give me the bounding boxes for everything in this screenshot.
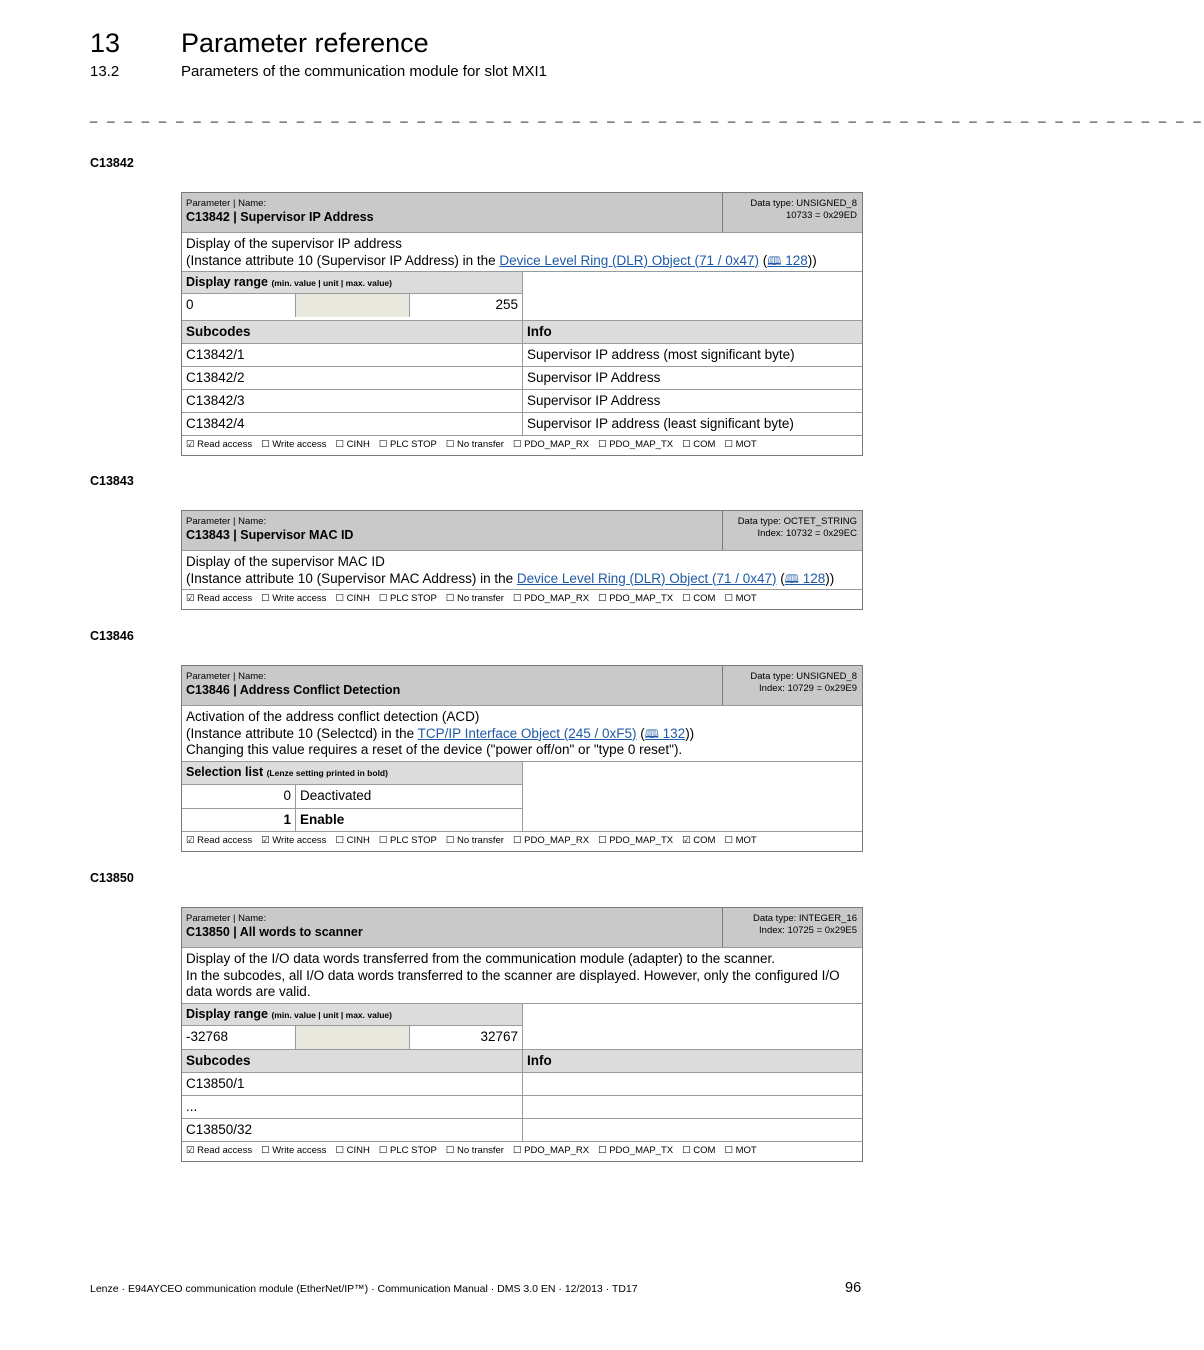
description-line: Activation of the address conflict detection (ACD) — [186, 709, 480, 724]
paren: )) — [825, 570, 835, 586]
access-flag: ☑ Read access — [186, 593, 253, 604]
paren: )) — [685, 725, 695, 741]
page-ref-link[interactable] — [785, 571, 825, 586]
index: 10733 = 0x29ED — [785, 210, 857, 221]
footer-text: Lenze · E94AYCEO communication module (EtherNet/IP™) · Communication Manual · DMS 3.0 EN · 12/2013 · TD17 — [90, 1283, 638, 1295]
access-flag: ☑ Read access — [186, 834, 253, 846]
param-name-caption: Parameter | Name: — [186, 516, 267, 527]
option-text: Deactivated — [300, 787, 372, 803]
access-flag: ☐ PLC STOP — [378, 1144, 437, 1156]
subcode-info — [523, 1073, 862, 1095]
access-flag: ☐ PDO_MAP_RX — [512, 439, 590, 450]
info-label: Info — [527, 324, 552, 339]
index: Index: 10732 = 0x29EC — [757, 528, 857, 539]
subcode: ... — [182, 1096, 523, 1118]
param-name: C13850 | All words to scanner — [186, 925, 363, 939]
description-text: (Instance attribute 10 (Selectcd) in the — [186, 725, 418, 741]
access-flag: ☐ PLC STOP — [378, 439, 437, 450]
param-heading-c13843: C13843 — [90, 474, 134, 488]
access-flag: ☐ COM — [682, 1144, 716, 1156]
access-flag: ☐ PLC STOP — [378, 834, 437, 846]
subcode-row — [182, 390, 862, 413]
dlr-object-link[interactable]: Device Level Ring (DLR) Object (71 / 0x47) — [499, 252, 760, 268]
access-flag: ☐ PDO_MAP_RX — [512, 834, 590, 846]
access-flag: ☐ COM — [682, 439, 716, 450]
access-flag: ☐ CINH — [335, 1144, 370, 1156]
access-flags — [182, 590, 862, 609]
unit-value — [296, 294, 410, 317]
access-flag: ☐ CINH — [335, 834, 370, 846]
description-line: Changing this value requires a reset of the device ("power off/on" or "type 0 reset"). — [186, 742, 683, 757]
param-name: C13846 | Address Conflict Detection — [186, 683, 401, 697]
access-flag: ☐ Write access — [261, 593, 327, 604]
access-flag: ☐ COM — [682, 593, 716, 604]
subcodes-label: Subcodes — [182, 1050, 523, 1072]
min-value: -32768 — [182, 1026, 296, 1049]
access-flag: ☐ PDO_MAP_TX — [598, 1144, 674, 1156]
option-value: 1 — [182, 809, 296, 832]
access-flag: ☐ No transfer — [445, 1144, 504, 1156]
subcode: C13842/3 — [182, 390, 523, 412]
access-flag: ☐ Write access — [261, 1144, 327, 1156]
access-flags — [182, 436, 862, 455]
subcode: C13850/32 — [182, 1119, 523, 1141]
data-type: Data type: UNSIGNED_8 — [750, 671, 857, 682]
access-flag: ☐ MOT — [724, 439, 757, 450]
param-header — [182, 511, 862, 551]
tcpip-object-link[interactable]: TCP/IP Interface Object (245 / 0xF5) — [417, 725, 637, 741]
subcode-info: Supervisor IP Address — [527, 370, 661, 385]
access-flag: ☐ MOT — [724, 834, 757, 846]
description-line: Display of the supervisor IP address — [186, 236, 402, 251]
param-description — [182, 233, 862, 272]
description-text: (Instance attribute 10 (Supervisor MAC Address) in the — [186, 570, 517, 586]
option-value: 0 — [182, 785, 296, 808]
selection-option — [182, 784, 522, 808]
param-table-c13846 — [181, 665, 863, 852]
subcode-info: Supervisor IP Address — [527, 393, 661, 408]
book-icon: 🕮 — [644, 726, 659, 741]
access-flag: ☑ Read access — [186, 439, 253, 450]
paren: ( — [776, 570, 785, 586]
description-line: In the subcodes, all I/O data words transferred to the scanner are displayed. However, only the configured I/O data words are valid. — [186, 967, 840, 999]
unit-value — [296, 1026, 410, 1049]
access-flag: ☐ CINH — [335, 593, 370, 604]
paren: )) — [807, 252, 817, 268]
description-text: (Instance attribute 10 (Supervisor IP Address) in the — [186, 252, 500, 268]
index: Index: 10729 = 0x29E9 — [759, 683, 857, 694]
description-line: Display of the I/O data words transferred from the communication module (adapter) to the scanner. — [186, 951, 776, 966]
subcode-row — [182, 344, 862, 367]
range-values — [182, 294, 522, 317]
access-flag: ☐ PDO_MAP_RX — [512, 593, 590, 604]
max-value: 32767 — [480, 1028, 518, 1044]
param-table-c13842 — [181, 192, 863, 456]
range-values — [182, 1026, 522, 1049]
access-flag: ☐ MOT — [724, 593, 757, 604]
subcodes-header — [182, 321, 862, 344]
subcode-row — [182, 367, 862, 390]
param-table-c13850 — [181, 907, 863, 1162]
access-flag: ☑ Write access — [261, 834, 327, 846]
access-flag: ☐ Write access — [261, 439, 327, 450]
access-flags — [182, 832, 862, 851]
access-flag: ☐ No transfer — [445, 834, 504, 846]
param-header — [182, 666, 862, 706]
param-heading-c13842: C13842 — [90, 156, 134, 170]
param-name-caption: Parameter | Name: — [186, 913, 267, 924]
param-name: C13843 | Supervisor MAC ID — [186, 528, 354, 542]
subcode: C13842/2 — [182, 367, 523, 389]
param-description — [182, 948, 862, 1004]
subcodes-label: Subcodes — [182, 321, 523, 343]
param-name-caption: Parameter | Name: — [186, 671, 267, 682]
subcode-info — [523, 1119, 862, 1141]
max-value: 255 — [495, 297, 518, 312]
data-type: Data type: OCTET_STRING — [737, 516, 857, 527]
param-name: C13842 | Supervisor IP Address — [186, 210, 374, 224]
subcode-row — [182, 1119, 862, 1142]
access-flag: ☐ PDO_MAP_TX — [598, 439, 674, 450]
page-ref: 128 — [802, 570, 826, 586]
display-range-block — [182, 272, 862, 321]
section-title: Parameters of the communication module for slot MXI1 — [181, 63, 547, 80]
paren: ( — [636, 725, 645, 741]
data-type: Data type: INTEGER_16 — [752, 913, 857, 924]
subcode-row — [182, 1073, 862, 1096]
access-flag: ☐ PLC STOP — [378, 593, 437, 604]
subcode-row — [182, 413, 862, 436]
access-flag: ☑ Read access — [186, 1144, 253, 1156]
subcode: C13850/1 — [182, 1073, 523, 1095]
access-flag: ☐ MOT — [724, 1144, 757, 1156]
book-icon: 🕮 — [784, 571, 799, 586]
access-flag: ☐ No transfer — [445, 439, 504, 450]
book-icon: 🕮 — [767, 253, 782, 268]
subcode-info: Supervisor IP address (most significant byte) — [527, 347, 795, 362]
param-description — [182, 551, 862, 590]
page-number: 96 — [845, 1280, 862, 1296]
param-heading-c13850: C13850 — [90, 871, 134, 885]
access-flag: ☐ No transfer — [445, 593, 504, 604]
index: Index: 10725 = 0x29E5 — [759, 925, 857, 936]
info-label: Info — [527, 1052, 552, 1068]
subcodes-header — [182, 1050, 862, 1073]
data-type: Data type: UNSIGNED_8 — [750, 198, 857, 209]
display-range-block — [182, 1004, 862, 1050]
description-line — [186, 726, 858, 743]
chapter-number: 13 — [90, 28, 121, 58]
access-flag: ☐ CINH — [335, 439, 370, 450]
option-text: Enable — [300, 811, 345, 827]
param-header — [182, 908, 862, 948]
subcode: C13842/1 — [182, 344, 523, 366]
display-range-label: Display range (min. value | unit | max. value) — [182, 1004, 522, 1026]
subcode-info — [523, 1096, 862, 1118]
page-ref: 132 — [662, 725, 686, 741]
page-ref: 128 — [785, 252, 808, 268]
param-name-caption: Parameter | Name: — [186, 198, 267, 209]
paren: ( — [759, 252, 768, 268]
access-flag: ☐ PDO_MAP_TX — [598, 593, 674, 604]
param-table-c13843 — [181, 510, 863, 610]
param-description — [182, 706, 862, 762]
page-ref-link[interactable] — [767, 253, 807, 268]
param-header — [182, 193, 862, 233]
display-range-label: Display range (min. value | unit | max. value) — [182, 272, 522, 294]
param-heading-c13846: C13846 — [90, 629, 134, 643]
header-divider: _ _ _ _ _ _ _ _ _ _ _ _ _ _ _ _ _ _ _ _ _ _ _ _ _ _ _ _ _ _ _ _ _ _ _ _ _ _ _ _ _ _ _ _ _ _ _ _ _ _ _ _ _ _ _ _ _ _ _ _ _ _ _ _ _ — [90, 108, 1204, 123]
subcode-row — [182, 1096, 862, 1119]
chapter-title: Parameter reference — [181, 28, 429, 58]
description-line: Display of the supervisor MAC ID — [186, 554, 385, 569]
access-flags — [182, 1142, 862, 1161]
access-flag: ☐ PDO_MAP_TX — [598, 834, 674, 846]
subcode: C13842/4 — [182, 413, 523, 435]
dlr-object-link[interactable]: Device Level Ring (DLR) Object (71 / 0x47) — [516, 570, 777, 586]
page-ref-link[interactable] — [645, 726, 685, 741]
section-number: 13.2 — [90, 63, 120, 80]
access-flag: ☑ COM — [682, 834, 716, 846]
description-line — [186, 571, 858, 588]
selection-list-label: Selection list (Lenze setting printed in bold) — [182, 762, 522, 784]
access-flag: ☐ PDO_MAP_RX — [512, 1144, 590, 1156]
subcode-info: Supervisor IP address (least significant byte) — [527, 416, 794, 431]
selection-option-default — [182, 808, 522, 832]
selection-list-block — [182, 762, 862, 832]
description-line — [186, 253, 858, 270]
min-value: 0 — [182, 294, 296, 317]
